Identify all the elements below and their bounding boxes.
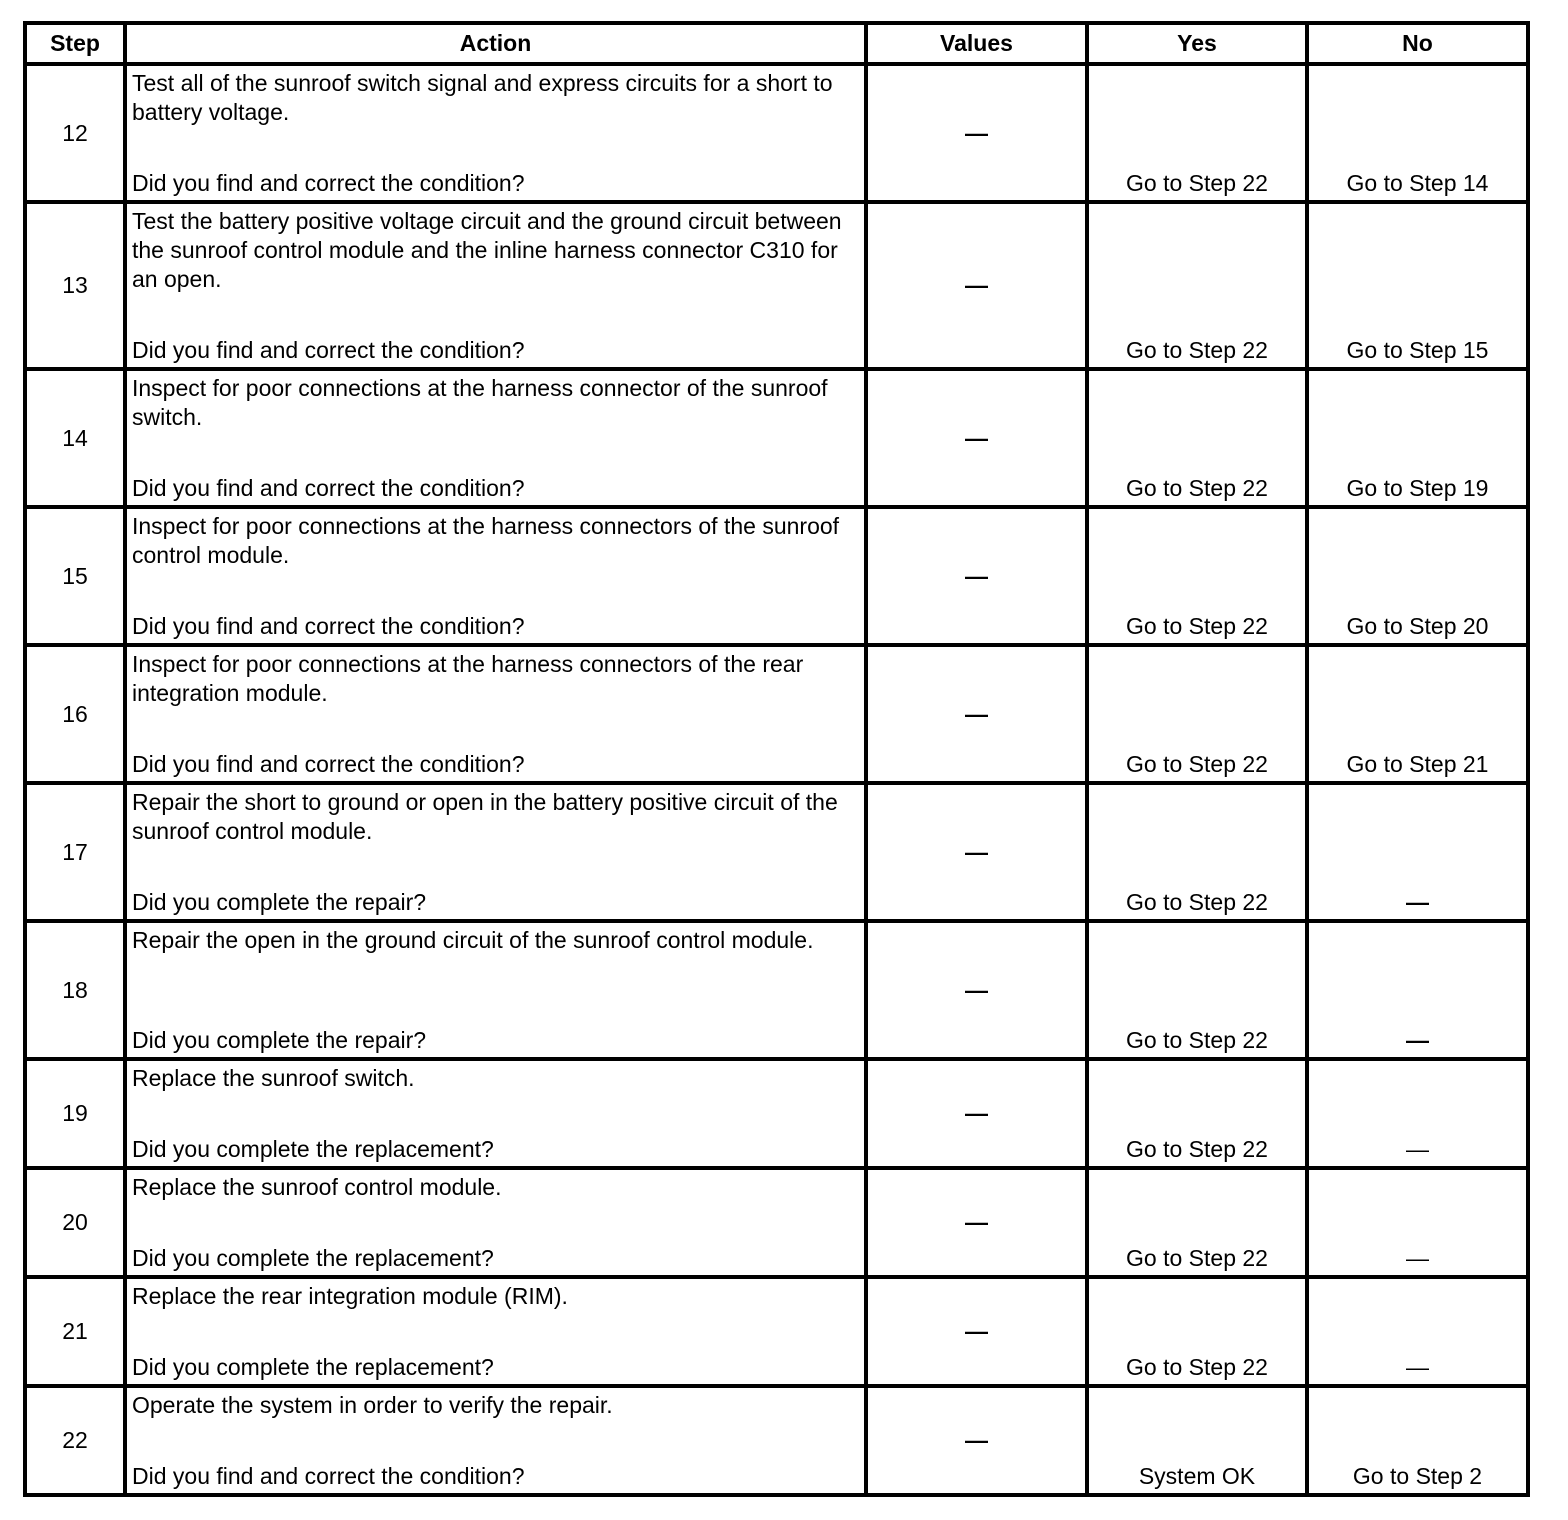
header-step: Step bbox=[25, 23, 125, 64]
values-cell: — bbox=[866, 507, 1087, 645]
values-cell: — bbox=[866, 369, 1087, 507]
table-row bbox=[25, 369, 1528, 507]
step-number: 18 bbox=[25, 921, 125, 1059]
no-cell bbox=[1307, 783, 1528, 921]
action-instruction: Replace the sunroof control module. bbox=[132, 1174, 502, 1200]
step-number: 17 bbox=[25, 783, 125, 921]
action-question: Did you find and correct the condition? bbox=[132, 1463, 525, 1489]
action-question: Did you find and correct the condition? bbox=[132, 751, 525, 777]
action-cell bbox=[125, 507, 866, 645]
action-cell bbox=[125, 1277, 866, 1386]
table-row bbox=[25, 1386, 1528, 1495]
table-row bbox=[25, 921, 1528, 1059]
yes-cell: Go to Step 22 bbox=[1087, 1168, 1307, 1277]
table-row bbox=[25, 783, 1528, 921]
values-cell: — bbox=[866, 645, 1087, 783]
action-instruction: Test the battery positive voltage circuit and the ground circuit between the sunroof control module and the inline harness connector C310 for an open. bbox=[132, 208, 842, 292]
step-number: 12 bbox=[25, 64, 125, 202]
action-instruction: Repair the open in the ground circuit of the sunroof control module. bbox=[132, 927, 814, 953]
header-yes: Yes bbox=[1087, 23, 1307, 64]
action-question: Did you complete the repair? bbox=[132, 1027, 427, 1053]
yes-cell: Go to Step 22 bbox=[1087, 369, 1307, 507]
action-instruction: Inspect for poor connections at the harness connectors of the rear integration module. bbox=[132, 651, 804, 706]
values-cell: — bbox=[866, 202, 1087, 369]
no-cell: Go to Step 2 bbox=[1307, 1386, 1528, 1495]
action-cell bbox=[125, 202, 866, 369]
yes-cell: Go to Step 22 bbox=[1087, 1059, 1307, 1168]
yes-cell: Go to Step 22 bbox=[1087, 921, 1307, 1059]
no-cell: Go to Step 19 bbox=[1307, 369, 1528, 507]
action-cell bbox=[125, 1168, 866, 1277]
header-action: Action bbox=[125, 23, 866, 64]
action-cell bbox=[125, 369, 866, 507]
yes-cell: Go to Step 22 bbox=[1087, 645, 1307, 783]
action-question: Did you complete the replacement? bbox=[132, 1354, 494, 1380]
table-row bbox=[25, 1168, 1528, 1277]
action-instruction: Replace the sunroof switch. bbox=[132, 1065, 415, 1091]
table-row bbox=[25, 1277, 1528, 1386]
no-cell: — bbox=[1307, 1168, 1528, 1277]
yes-cell: Go to Step 22 bbox=[1087, 1277, 1307, 1386]
action-cell bbox=[125, 1059, 866, 1168]
action-instruction: Repair the short to ground or open in the battery positive circuit of the sunroof control module. bbox=[132, 789, 838, 844]
no-cell bbox=[1307, 921, 1528, 1059]
step-number: 21 bbox=[25, 1277, 125, 1386]
action-cell bbox=[125, 64, 866, 202]
action-cell bbox=[125, 645, 866, 783]
no-cell: Go to Step 14 bbox=[1307, 64, 1528, 202]
values-cell: — bbox=[866, 64, 1087, 202]
yes-cell: Go to Step 22 bbox=[1087, 202, 1307, 369]
table-row bbox=[25, 202, 1528, 369]
header-row bbox=[25, 23, 1528, 64]
diagnostic-table bbox=[23, 21, 1530, 1497]
step-number: 16 bbox=[25, 645, 125, 783]
action-cell bbox=[125, 921, 866, 1059]
step-number: 20 bbox=[25, 1168, 125, 1277]
action-instruction: Inspect for poor connections at the harness connectors of the sunroof control module. bbox=[132, 513, 840, 568]
table-row bbox=[25, 507, 1528, 645]
step-number: 22 bbox=[25, 1386, 125, 1495]
yes-cell: Go to Step 22 bbox=[1087, 783, 1307, 921]
no-cell: Go to Step 20 bbox=[1307, 507, 1528, 645]
values-cell: — bbox=[866, 1277, 1087, 1386]
action-cell bbox=[125, 783, 866, 921]
no-dash: — bbox=[1406, 889, 1429, 915]
action-question: Did you complete the replacement? bbox=[132, 1136, 494, 1162]
action-instruction: Test all of the sunroof switch signal and express circuits for a short to battery voltage. bbox=[132, 70, 833, 125]
yes-cell: Go to Step 22 bbox=[1087, 507, 1307, 645]
values-cell: — bbox=[866, 783, 1087, 921]
no-cell: — bbox=[1307, 1059, 1528, 1168]
yes-cell: System OK bbox=[1087, 1386, 1307, 1495]
action-question: Did you find and correct the condition? bbox=[132, 337, 525, 363]
step-number: 13 bbox=[25, 202, 125, 369]
yes-cell: Go to Step 22 bbox=[1087, 64, 1307, 202]
action-instruction: Replace the rear integration module (RIM). bbox=[132, 1283, 568, 1309]
no-cell: — bbox=[1307, 1277, 1528, 1386]
no-dash: — bbox=[1406, 1027, 1429, 1053]
step-number: 19 bbox=[25, 1059, 125, 1168]
action-question: Did you complete the repair? bbox=[132, 889, 427, 915]
action-instruction: Operate the system in order to verify the repair. bbox=[132, 1392, 613, 1418]
values-cell: — bbox=[866, 921, 1087, 1059]
action-question: Did you find and correct the condition? bbox=[132, 475, 525, 501]
table-row bbox=[25, 645, 1528, 783]
values-cell: — bbox=[866, 1059, 1087, 1168]
action-question: Did you find and correct the condition? bbox=[132, 613, 525, 639]
action-question: Did you complete the replacement? bbox=[132, 1245, 494, 1271]
values-cell: — bbox=[866, 1386, 1087, 1495]
step-number: 15 bbox=[25, 507, 125, 645]
action-instruction: Inspect for poor connections at the harness connector of the sunroof switch. bbox=[132, 375, 828, 430]
header-no: No bbox=[1307, 23, 1528, 64]
header-values: Values bbox=[866, 23, 1087, 64]
step-number: 14 bbox=[25, 369, 125, 507]
values-cell: — bbox=[866, 1168, 1087, 1277]
table-row bbox=[25, 1059, 1528, 1168]
action-cell bbox=[125, 1386, 866, 1495]
action-question: Did you find and correct the condition? bbox=[132, 170, 525, 196]
no-cell: Go to Step 21 bbox=[1307, 645, 1528, 783]
table-row bbox=[25, 64, 1528, 202]
no-cell: Go to Step 15 bbox=[1307, 202, 1528, 369]
